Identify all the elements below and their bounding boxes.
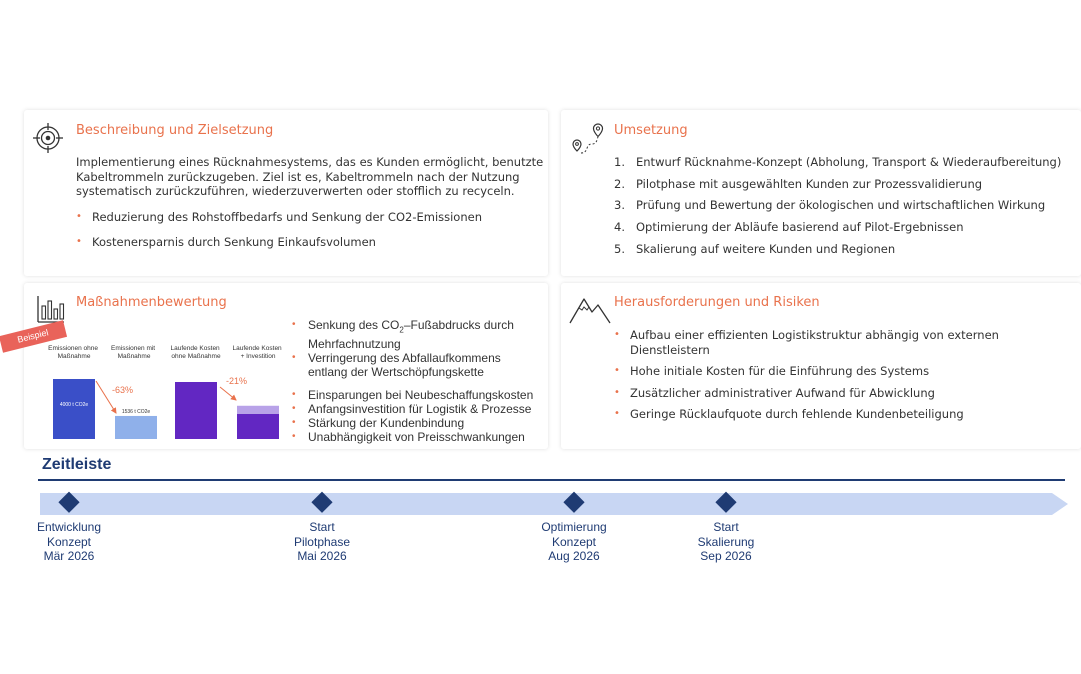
evaluation-bullets-ecology [292, 318, 542, 379]
implementation-title: Umsetzung [614, 123, 688, 138]
list-item: 2. Pilotphase mit ausgewählten Kunden zur Prozessvalidierung [614, 176, 983, 191]
list-item: • Verringerung des Abfallaufkommens entlang der Wertschöpfungskette [292, 351, 542, 379]
chart-category-label: Emissionen ohne Maßnahme [48, 345, 99, 360]
list-item: 3. Prüfung und Bewertung der ökologischen und wirtschaftlichen Wirkung [614, 198, 1046, 213]
list-item: • Aufbau einer effizienten Logistikstruktur abhängig von externen Dienstleistern [614, 328, 1054, 357]
implementation-card [561, 110, 1081, 276]
chart-bar [175, 382, 217, 439]
description-text: Implementierung eines Rücknahmesystems, das es Kunden ermöglicht, benutzte Kabeltrommeln zurückzugeben. Ziel ist es, Kabeltrommeln nach der Nutzung systematisch zurückzuführen, wiederzuverwerten oder stofflich zu recyceln. [76, 155, 544, 198]
evaluation-bullets-economy [292, 388, 542, 444]
target-icon [32, 122, 64, 154]
list-item: • Senkung des $CO_2$–Fußabdrucks durch Mehrfachnutzung [292, 318, 542, 351]
chart-bar [53, 379, 95, 439]
chart-change-label: -63% [112, 385, 134, 395]
list-item: 4. Optimierung der Abläufe basierend auf Pilot-Ergebnissen [614, 220, 964, 235]
list-item: • Hohe initiale Kosten für die Einführung des Systems [614, 364, 1054, 379]
list-item: 1. Entwurf Rücknahme-Konzept (Abholung, Transport & Wiederaufbereitung) [614, 155, 1062, 169]
description-bullets [76, 210, 536, 249]
chart-change-label: -21% [226, 376, 248, 386]
example-badge: Beispiel [0, 320, 67, 352]
mountain-icon [569, 295, 611, 325]
milestone-label: Start Pilotphase Mai 2026 [293, 520, 351, 563]
list-item: • Reduzierung des Rohstoffbedarfs und Senkung der CO2-Emissionen [76, 210, 536, 225]
list-item: • Stärkung der Kundenbindung [292, 416, 542, 430]
list-item: • Anfangsinvestition für Logistik & Prozesse [292, 402, 542, 416]
list-item: • Einsparungen bei Neubeschaffungskosten [292, 388, 542, 402]
list-item: • Geringe Rücklaufquote durch fehlende Kundenbeteiligung [614, 407, 1054, 422]
list-item: • Zusätzlicher administrativer Aufwand für Abwicklung [614, 386, 1054, 401]
route-pin-icon [571, 120, 605, 156]
risks-card [561, 283, 1081, 449]
timeline-title: Zeitleiste [42, 456, 112, 473]
risks-bullets [614, 328, 1054, 422]
milestone-label: Start Skalierung Sep 2026 [697, 520, 755, 563]
chart-data-label: 1536 t CO2e [121, 408, 151, 415]
chart-bar [115, 416, 157, 439]
list-item: 5. Skalierung auf weitere Kunden und Regionen [614, 241, 896, 256]
milestone-label: Entwicklung Konzept Mär 2026 [36, 520, 102, 563]
description-title: Beschreibung und Zielsetzung [76, 123, 274, 138]
chart-category-label: Emissionen mit Maßnahme [111, 345, 156, 360]
implementation-steps [614, 155, 1061, 263]
chart-category-label: Laufende Kosten + Investition [232, 345, 282, 360]
chart-data-label: 4000 t CO2e [59, 402, 89, 408]
chart-category-label: Laufende Kosten ohne Maßnahme [170, 345, 221, 360]
chart-bar-investment [237, 406, 279, 414]
evaluation-title: Maßnahmenbewertung [76, 295, 227, 310]
chart-bar [237, 414, 279, 439]
evaluation-chart [24, 283, 282, 449]
chart-change-arrow [220, 387, 236, 400]
milestone-label: Optimierung Konzept Aug 2026 [541, 520, 607, 563]
list-item: • Kostenersparnis durch Senkung Einkaufsvolumen [76, 235, 536, 250]
description-card [24, 110, 548, 276]
timeline-arrow-shape [40, 493, 1068, 515]
list-item: • Unabhängigkeit von Preisschwankungen [292, 430, 542, 444]
risks-title: Herausforderungen und Risiken [614, 295, 820, 310]
